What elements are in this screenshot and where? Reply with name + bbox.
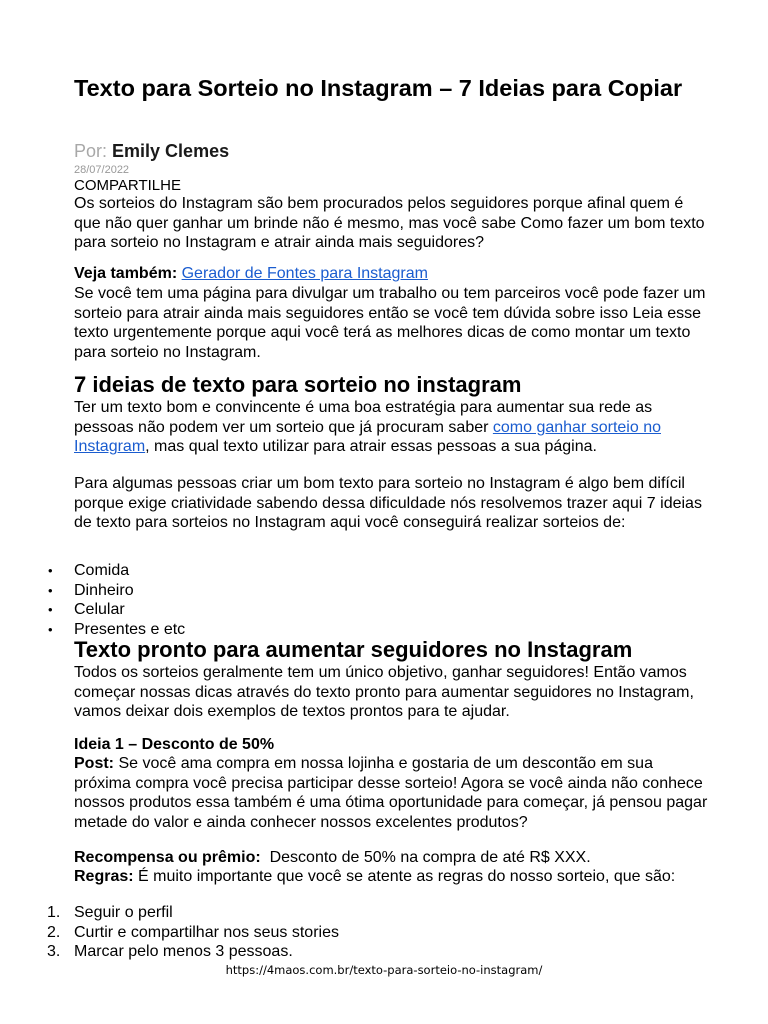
share-label: COMPARTILHE: [74, 177, 181, 194]
author-name: Emily Clemes: [112, 141, 230, 161]
prize-list: [74, 561, 185, 639]
list-item: • Dinheiro: [74, 581, 185, 601]
step-text: Seguir o perfil: [74, 904, 173, 921]
idea1-post-text: Se você ama compra em nossa lojinha e gostaria de um descontão em sua próxima compra você precisa participar desse sorteio! Agora se você ainda não conhece nossos produtos essa também é uma ótima oportunidade para começar, já pensou pagar metade do valor e ainda conhecer nossos excelentes produtos?: [74, 755, 708, 831]
section2-paragraph-1: Todos os sorteios geralmente tem um único objetivo, ganhar seguidores! Então vamos começar nossas dicas através do texto pronto para aumentar seguidores no Instagram, vamos deixar dois exemplos de textos prontos para te ajudar.: [74, 664, 694, 721]
step-text: Marcar pelo menos 3 pessoas.: [74, 943, 293, 960]
section1-p1-before: Ter um texto bom e convincente é uma boa estratégia para aumentar sua rede as pessoas não podem ver um sorteio que já procuram saber: [74, 399, 653, 436]
byline: [74, 140, 229, 162]
rules-list: [47, 903, 339, 962]
list-item: [47, 942, 339, 962]
section1-p1-after: , mas qual texto utilizar para atrair essas pessoas a sua página.: [145, 438, 597, 456]
section1-paragraph-2: Para algumas pessoas criar um bom texto para sorteio no Instagram é algo bem difícil porque exige criatividade sabendo dessa dificuldade nós resolvemos trazer aqui 7 ideias de texto para sorteios no Instagram aqui você conseguirá realizar sorteios de:: [74, 475, 702, 532]
see-also: [74, 264, 714, 284]
list-item: • Celular: [74, 600, 185, 620]
byline-prefix: Por:: [74, 141, 108, 161]
idea1-rules: [74, 867, 714, 887]
intro-paragraph: Os sorteios do Instagram são bem procurados pelos seguidores porque afinal quem é que não quer ganhar um brinde não é mesmo, mas você sabe Como fazer um bom texto para sorteio no Instagram e atrair ainda mais seguidores?: [74, 195, 705, 252]
paragraph-2: Se você tem uma página para divulgar um trabalho ou tem parceiros você pode fazer um sorteio para atrair ainda mais seguidores então se você tem dúvida sobre isso Leia esse texto urgentemente porque aqui você terá as melhores dicas de como montar um texto para sorteio no Instagram.: [74, 285, 706, 361]
idea1-reward-text: Desconto de 50% na compra de até R$ XXX.: [260, 849, 591, 866]
idea1-post: [74, 754, 714, 832]
idea1-heading: Ideia 1 – Desconto de 50%: [74, 736, 275, 753]
see-also-link[interactable]: Gerador de Fontes para Instagram: [181, 265, 428, 282]
step-text: Curtir e compartilhar nos seus stories: [74, 923, 339, 941]
section2-heading: Texto pronto para aumentar seguidores no Instagram: [74, 637, 633, 662]
see-also-label: Veja também:: [74, 265, 178, 282]
list-item: [47, 903, 339, 923]
list-item: • Comida: [74, 561, 185, 581]
article-title: Texto para Sorteio no Instagram – 7 Ideias para Copiar: [74, 75, 683, 101]
step-number: 2.: [47, 923, 61, 941]
idea1-rules-text: É muito importante que você se atente as regras do nosso sorteio, que são:: [133, 868, 676, 885]
list-item: [47, 923, 339, 943]
idea1-rules-label: Regras:: [74, 868, 134, 885]
idea1-reward-label: Recompensa ou prêmio:: [74, 849, 261, 866]
idea1-post-label: Post:: [74, 755, 114, 772]
step-number: 1.: [47, 904, 61, 921]
list-item: • Presentes e etc: [74, 620, 185, 640]
footer-url: https://4maos.com.br/texto-para-sorteio-no-instagram/: [225, 963, 543, 977]
step-number: 3.: [47, 943, 61, 960]
section1-heading: 7 ideias de texto para sorteio no instagram: [74, 372, 522, 397]
idea1-reward: [74, 848, 714, 868]
section1-p1-link[interactable]: como ganhar sorteio no Instagram: [74, 418, 661, 456]
section1-paragraph-1: [74, 398, 714, 457]
publish-date: 28/07/2022: [74, 164, 130, 176]
